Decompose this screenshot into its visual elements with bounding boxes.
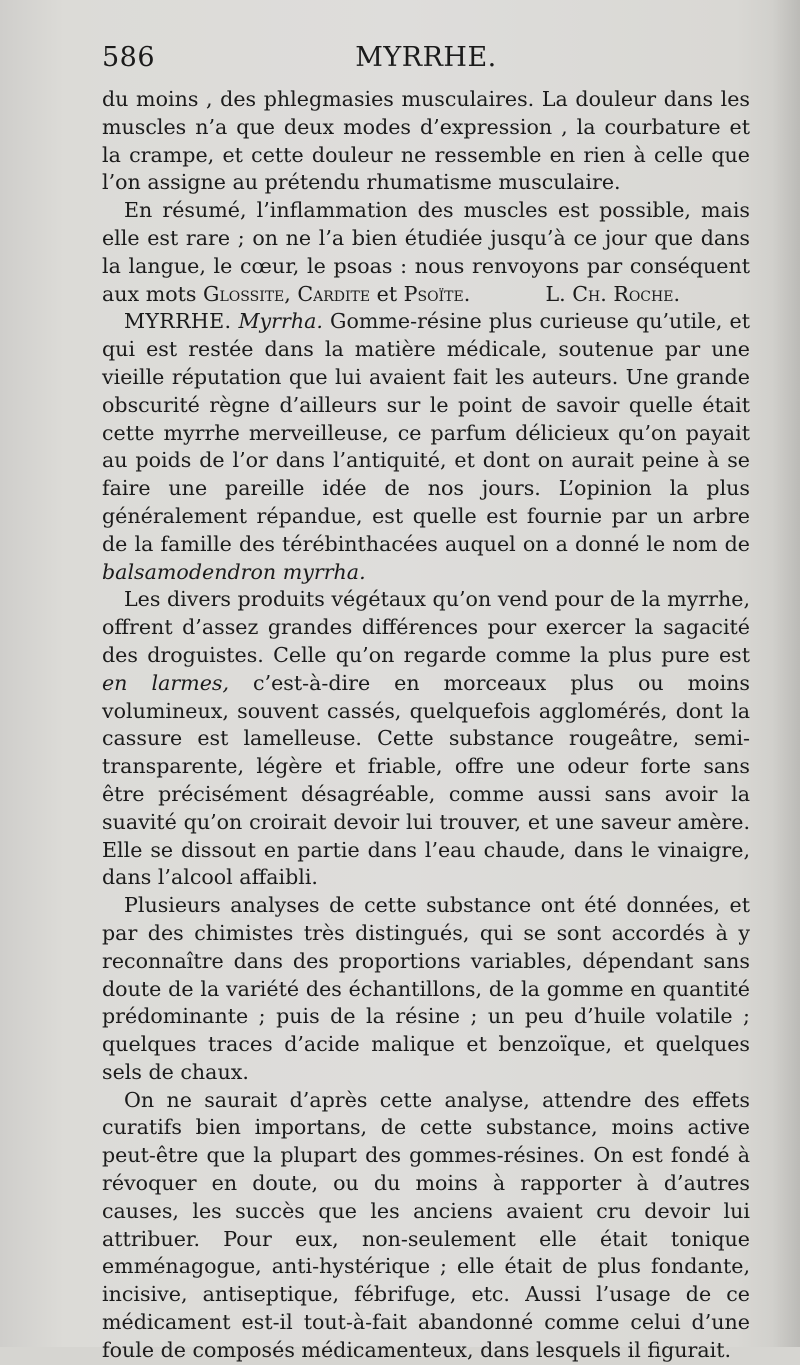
page-edge-shadow: [772, 0, 800, 1347]
body-text: [102, 86, 750, 1365]
page-number: 586: [102, 42, 156, 73]
paragraph-2: [102, 197, 750, 308]
paragraph-4-text-a: Les divers produits végétaux qu’on vend pour de la myrrhe, offrent d’assez grandes différences pour exercer la sagacité des droguistes. Celle qu’on regarde comme la plus pure est: [102, 587, 750, 667]
separator: ,: [284, 281, 298, 306]
separator: .: [463, 281, 471, 306]
page-header: [102, 42, 750, 78]
paragraph-3: [102, 308, 750, 586]
separator: et: [370, 281, 404, 306]
paragraph-5: Plusieurs analyses de cette substance ont été données, et par des chimistes très distingués, qui se sont accordés à y reconnaître dans des proportions variables, dépendant sans doute de la variété des échantillons, de la gomme en quantité prédominante ; puis de la résine ; un peu d’huile volatile ; quelques traces d’acide malique et benzoïque, et quelques sels de chaux.: [102, 893, 750, 1084]
paragraph-2-text: En résumé, l’inflammation des muscles est possible, mais elle est rare ; on ne l’a bien étudiée jusqu’à ce jour que dans la langue, le cœur, le psoas : nous renvoyons par conséquent aux mots: [102, 198, 750, 306]
author-signature: L. Ch. Roche.: [545, 281, 680, 306]
italic-term: en larmes,: [102, 670, 230, 695]
cross-reference-glossite: Glossite: [203, 281, 285, 306]
running-title: MYRRHE.: [355, 42, 497, 73]
paragraph-6: On ne saurait d’après cette analyse, attendre des effets curatifs bien importans, de cette substance, moins active peut-être que la plupart des gommes-résines. On est fondé à révoquer en doute, ou du moins à rapporter à d’autres causes, les succès que les anciens avaient cru devoir lui attribuer. Pour eux, non-seulement elle était tonique emménagogue, anti-hystérique ; elle était de plus fondante, incisive, antiseptique, fébrifuge, etc. Aussi l’usage de ce médicament est-il tout-à-fait abandonné comme celui d’une foule de composés médicamenteux, dans lesquels il figurait.: [102, 1087, 750, 1362]
paragraph-4-text-b: c’est-à-dire en morceaux plus ou moins volumineux, souvent cassés, quelquefois agglomérés, dont la cassure est lamelleuse. Cette substance rougeâtre, semi-transparente, légère et friable, offre une odeur forte sans être précisément désagréable, comme aussi sans avoir la suavité qu’on croirait devoir lui trouver, et une saveur amère. Elle se dissout en partie dans l’eau chaude, dans le vinaigre, dans l’alcool affaibli.: [102, 670, 750, 890]
cross-reference-cardite: Cardite: [297, 281, 371, 306]
cross-reference-psoite: Psoïte: [403, 281, 464, 306]
paragraph-3-text: Gomme-résine plus curieuse qu’utile, et qui est restée dans la matière médicale, soutenue par une vieille réputation que lui avaient fait les auteurs. Une grande obscurité règne d’ailleurs sur le point de savoir quelle était cette myrrhe merveilleuse, ce parfum délicieux qu’on payait au poids de l’or dans l’antiquité, et dont on aurait peine à se faire une pareille idée de nos jours. L’opinion la plus généralement répandue, est quelle est fournie par un arbre de la famille des térébinthacées auquel on a donné le nom de: [102, 309, 750, 556]
paragraph-4: [102, 586, 750, 892]
paragraph-1: du moins , des phlegmasies musculaires. La douleur dans les muscles n’a que deux modes d’expression , la courbature et la crampe, et cette douleur ne ressemble en rien à celle que l’on assigne au prétendu rhumatisme musculaire.: [102, 87, 750, 195]
species-name: balsamodendron myrrha.: [102, 559, 366, 584]
article-headword: MYRRHE.: [124, 309, 232, 334]
latin-name: Myrrha.: [238, 309, 323, 334]
